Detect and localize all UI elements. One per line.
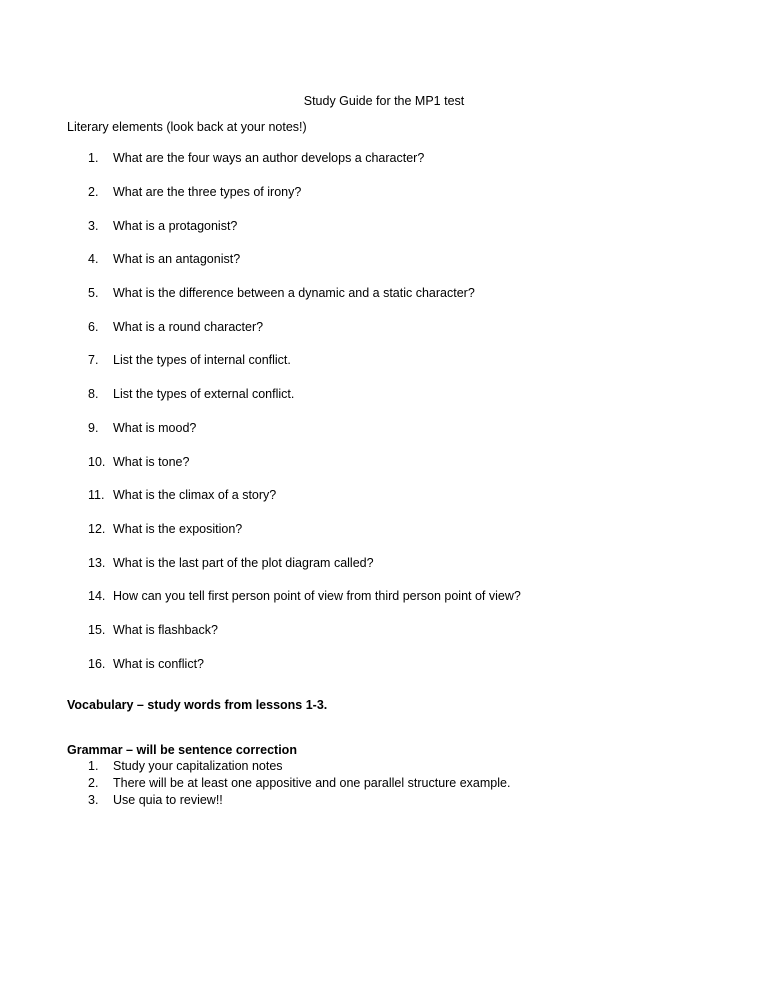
list-item: 1. Study your capitalization notes (88, 759, 283, 773)
list-item: 16. What is conflict? (88, 657, 205, 671)
list-item: 5. What is the difference between a dynamic and a static character? (88, 286, 475, 300)
list-item: 3. Use quia to review!! (88, 793, 223, 807)
grammar-heading: Grammar – will be sentence correction (67, 743, 297, 757)
list-item: 15. What is flashback? (88, 623, 218, 637)
list-item: 6. What is a round character? (88, 320, 264, 334)
list-item: 7. List the types of internal conflict. (88, 353, 291, 367)
list-item: 2. What are the three types of irony? (88, 185, 302, 199)
list-item: 3. What is a protagonist? (88, 219, 238, 233)
list-item: 9. What is mood? (88, 421, 197, 435)
list-item: 1. What are the four ways an author develops a character? (88, 151, 425, 165)
list-item: 2. There will be at least one appositive and one parallel structure example. (88, 776, 511, 790)
list-item: 11. What is the climax of a story? (88, 488, 277, 502)
list-item: 8. List the types of external conflict. (88, 387, 295, 401)
vocabulary-heading: Vocabulary – study words from lessons 1-3. (67, 698, 328, 712)
list-item: 14. How can you tell first person point of view from third person point of view? (88, 589, 521, 603)
list-item: 12. What is the exposition? (88, 522, 243, 536)
page-title: Study Guide for the MP1 test (303, 94, 465, 108)
list-item: 10. What is tone? (88, 455, 190, 469)
section-intro: Literary elements (look back at your notes!) (67, 120, 307, 134)
list-item: 4. What is an antagonist? (88, 252, 241, 266)
list-item: 13. What is the last part of the plot diagram called? (88, 556, 374, 570)
